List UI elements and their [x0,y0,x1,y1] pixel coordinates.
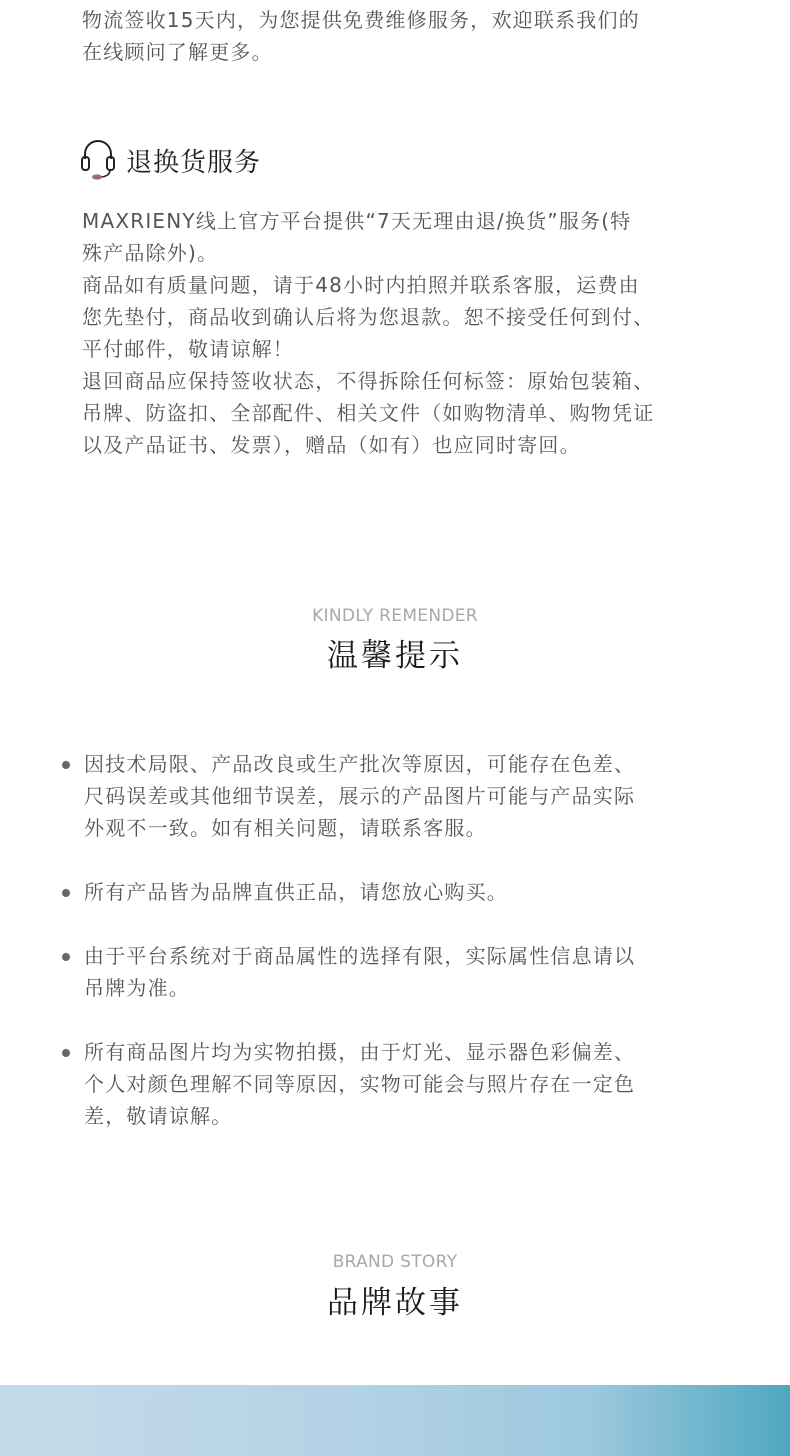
text-line: 因技术局限、产品改良或生产批次等原因，可能存在色差、 [84,752,636,776]
headset-icon [80,139,116,181]
text-line: 尺码误差或其他细节误差，展示的产品图片可能与产品实际 [84,784,636,808]
reminder-title: 温馨提示 [327,638,463,674]
list-item [62,1036,722,1132]
text-line: 外观不一致。如有相关问题，请联系客服。 [84,816,487,840]
repair-service-text [82,4,712,68]
text-line: 您先垫付，商品收到确认后将为您退款。恕不接受任何到付、 [82,305,655,329]
bullet-dot [62,889,70,897]
text-line: 所有商品图片均为实物拍摄，由于灯光、显示器色彩偏差、 [84,1040,636,1064]
text-line: 差，敬请谅解。 [84,1104,233,1128]
text-line: 吊牌、防盗扣、全部配件、相关文件（如购物清单、购物凭证 [82,401,655,425]
bullet-dot [62,1049,70,1057]
text-line: 商品如有质量问题，请于48小时内拍照并联系客服，运费由 [82,273,640,297]
list-item [62,940,722,1004]
text-line: 以及产品证书、发票），赠品（如有）也应同时寄回。 [82,433,581,457]
reminder-subtitle-en: KINDLY REMENDER [312,606,478,626]
text-line: 由于平台系统对于商品属性的选择有限，实际属性信息请以 [84,944,636,968]
text-line: 个人对颜色理解不同等原因，实物可能会与照片存在一定色 [84,1072,636,1096]
brand-banner-image [0,1385,790,1456]
brand-subtitle-en: BRAND STORY [332,1252,458,1272]
returns-section-title: 退换货服务 [126,147,262,178]
text-line: 殊产品除外)。 [82,241,219,265]
list-item [62,748,722,844]
bullet-dot [62,953,70,961]
text-line: 所有产品皆为品牌直供正品，请您放心购买。 [84,880,508,904]
returns-policy-text [82,205,712,461]
text-line: 平付邮件，敬请谅解！ [82,337,294,361]
text-line: 在线顾问了解更多。 [82,40,273,64]
list-item [62,876,722,908]
text-line: MAXRIENY线上官方平台提供“7天无理由退/换货”服务(特 [82,209,632,233]
returns-section-header [80,138,261,182]
text-line: 退回商品应保持签收状态，不得拆除任何标签：原始包装箱、 [82,369,655,393]
text-line: 吊牌为准。 [84,976,190,1000]
text-line: 物流签收15天内，为您提供免费维修服务，欢迎联系我们的 [82,8,640,32]
brand-title: 品牌故事 [327,1285,463,1321]
bullet-dot [62,761,70,769]
